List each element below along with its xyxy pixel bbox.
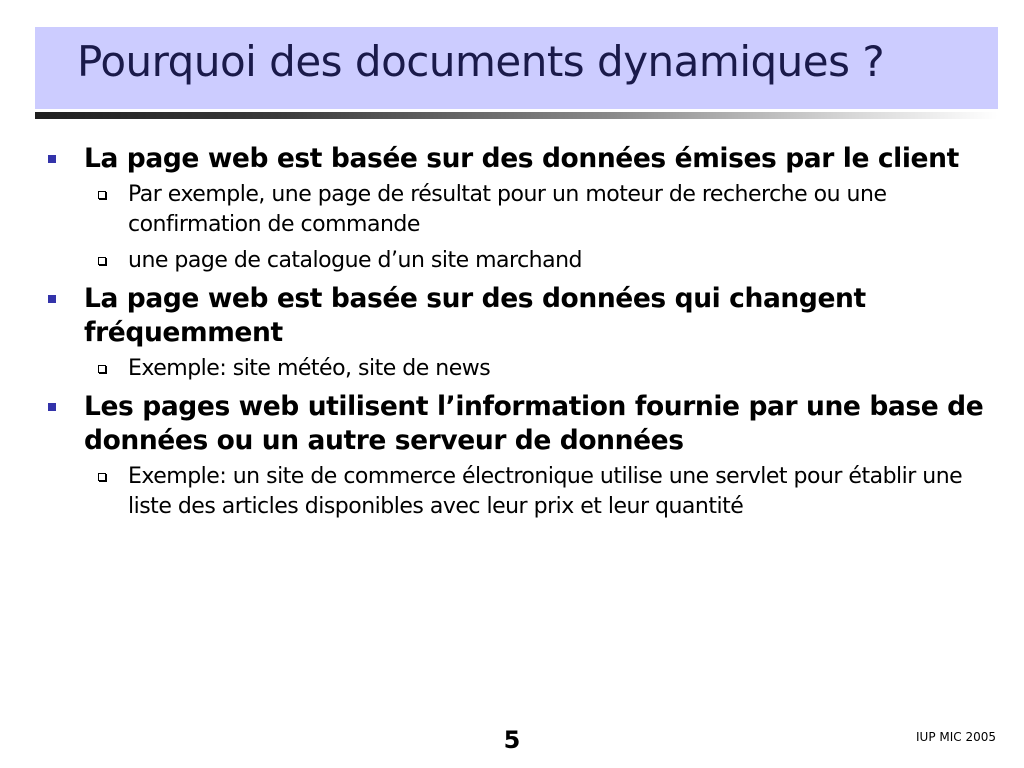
page-number: 5 [503,726,521,754]
sub-bullet-text: Exemple: un site de commerce électronique utilise une servlet pour établir une liste des articles disponibles avec leur prix et leur quantité [128,464,963,519]
bullet-item [48,282,998,350]
bullet-text: La page web est basée sur des données qui changent fréquemment [84,283,866,348]
sub-bullet-text: une page de catalogue d’un site marchand [128,248,583,273]
hollow-square-bullet-icon [98,473,106,481]
hollow-square-bullet-icon [98,365,106,373]
slide-title: Pourquoi des documents dynamiques ? [77,37,885,86]
sub-bullet-item [48,354,998,384]
sub-bullet-item [48,462,998,522]
title-divider [35,112,998,119]
bullet-text: Les pages web utilisent l’information fournie par une base de données ou un autre serveur de données [84,391,984,456]
square-bullet-icon [48,295,56,303]
bullet-item [48,390,998,458]
bullet-text: La page web est basée sur des données émises par le client [84,143,959,174]
square-bullet-icon [48,155,56,163]
footer-course-label: IUP MIC 2005 [916,730,996,744]
sub-bullet-item [48,180,998,240]
sub-bullet-text: Exemple: site météo, site de news [128,356,491,381]
hollow-square-bullet-icon [98,257,106,265]
square-bullet-icon [48,403,56,411]
hollow-square-bullet-icon [98,191,106,199]
title-banner [35,27,998,109]
sub-bullet-item [48,246,998,276]
bullet-item [48,142,998,176]
sub-bullet-text: Par exemple, une page de résultat pour un moteur de recherche ou une confirmation de commande [128,182,887,237]
slide-content [48,142,998,522]
